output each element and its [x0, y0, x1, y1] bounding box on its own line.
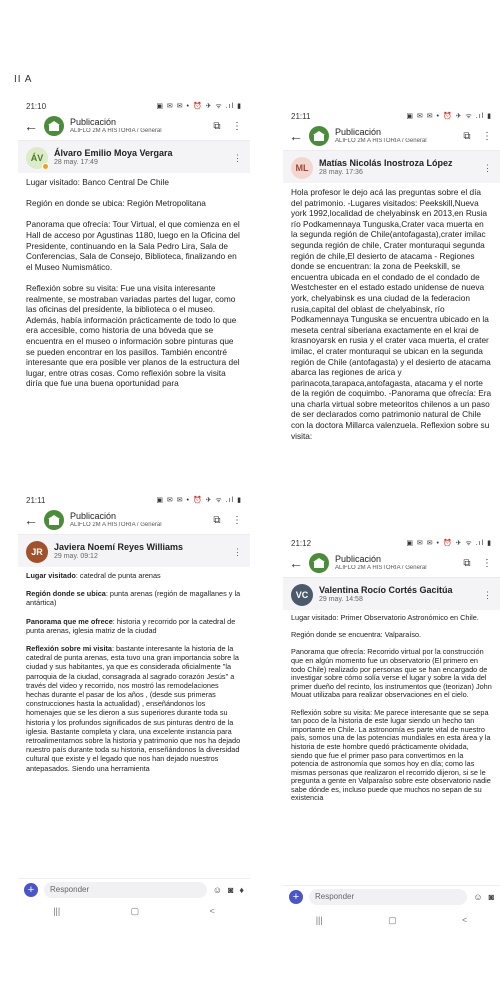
post-date: 29 may. 09:12	[54, 553, 98, 561]
author-name: Álvaro Emilio Moya Vergara	[54, 148, 173, 159]
header-subtitle: ALIFLO 2M A HISTORIA / General	[335, 137, 427, 144]
post-date: 28 may. 17:36	[319, 169, 363, 177]
status-icons: ▣ ✉ ✉ • ⏰ ✈ ᯤ .ıl ▮	[406, 112, 492, 120]
post-date: 28 may. 17:49	[54, 159, 98, 167]
more-options-icon[interactable]: ⋮	[482, 130, 492, 142]
field-value: : catedral de punta arenas	[75, 571, 161, 580]
post-header	[283, 124, 500, 151]
emoji-icon[interactable]: ☺	[473, 891, 483, 902]
android-nav-bar	[283, 911, 500, 929]
video-call-icon[interactable]: ⧉	[213, 514, 221, 526]
video-call-icon[interactable]: ⧉	[213, 120, 221, 132]
screenshot-panel-1	[18, 98, 250, 484]
group-avatar-icon	[44, 510, 64, 530]
post-more-icon[interactable]: ⋮	[483, 589, 492, 600]
status-dot-icon	[42, 163, 49, 170]
post-paragraph	[26, 571, 242, 580]
post-author-row	[18, 535, 250, 567]
add-icon[interactable]: +	[289, 890, 303, 904]
avatar	[291, 157, 313, 179]
more-options-icon[interactable]: ⋮	[482, 557, 492, 569]
header-subtitle: ALIFLO 2M A HISTORIA / General	[70, 127, 162, 134]
post-body	[18, 567, 250, 869]
avatar	[26, 541, 48, 563]
status-bar	[283, 535, 500, 551]
post-author-row	[283, 151, 500, 183]
group-avatar-icon	[309, 553, 329, 573]
author-name: Javiera Noemí Reyes Williams	[54, 542, 183, 553]
field-label: Reflexión sobre mi visita	[26, 644, 112, 654]
post-date: 29 may. 14:58	[319, 596, 363, 604]
avatar-initials: VC	[295, 590, 309, 600]
reply-bar	[18, 878, 250, 900]
status-bar	[18, 492, 250, 508]
avatar-initials: ML	[295, 163, 309, 173]
post-more-icon[interactable]: ⋮	[233, 546, 242, 557]
back-nav-icon[interactable]: <	[462, 915, 468, 925]
post-header	[18, 114, 250, 141]
camera-icon[interactable]: ◙	[227, 884, 234, 895]
field-label: Panorama que me ofrece	[26, 616, 113, 626]
status-time: 21:12	[291, 538, 312, 548]
post-more-icon[interactable]: ⋮	[233, 152, 242, 163]
more-options-icon[interactable]: ⋮	[232, 120, 242, 132]
avatar-initials: ÁV	[30, 153, 44, 163]
more-options-icon[interactable]: ⋮	[232, 514, 242, 526]
back-arrow-icon[interactable]: ←	[24, 512, 38, 528]
avatar	[26, 147, 48, 169]
avatar-initials: JR	[31, 547, 43, 557]
header-title: Publicación	[70, 511, 117, 522]
header-title: Publicación	[335, 554, 382, 565]
reply-bar	[283, 885, 500, 907]
back-arrow-icon[interactable]: ←	[289, 128, 303, 144]
emoji-icon[interactable]: ☺	[212, 884, 222, 895]
author-name: Valentina Rocío Cortés Gacitúa	[319, 585, 453, 596]
back-arrow-icon[interactable]: ←	[24, 118, 38, 134]
home-icon[interactable]: ▢	[130, 905, 140, 916]
status-time: 21:10	[26, 101, 47, 111]
screenshot-panel-4	[283, 535, 500, 932]
field-value: : historia y recorrido por la catedral de punta arenas, iglesia matriz de la ciudad	[26, 616, 236, 635]
field-value: : bastante interesante la historia de la catedral de punta arenas, esta tuvo una gran importancia sobre la ciudad y sus habitantes, ya que es considerada oficialmente "la parroquia de la ciudad, consagrada al sagrado corazón Jesús" a través del video y recorrido, nos mostró las remodelaciones hechas durante el pasar de los años , (desde sus primeras construcciones hasta la actualidad) , enseñándonos los homenajes que se les dieron a sus superiores durante toda su historia y los profundos significados de sus pinturas dentro de la iglesia. Bastante completa y clara, una excelente instancia para retroalimentarnos sobre la historia y patrimonio que nos ha dejado nuestro país durante toda su historia, enseñándonos la diversidad cultural que existe y el legado que nos han dejado nuestros antepasados. Siendo una herramienta	[26, 644, 241, 773]
post-body: Hola profesor le dejo acá las preguntas sobre el día del patrimonio. -Lugares visitados: Peekskill,Nueva york 1992,localidad de chelyabinsk en 2013,en Rusia río Podkamennaya Tunguska,Crater vaca muerta en la segunda región de Chile(antofagasta),crater imilac segunda región de chile, Crater monturaqui segunda región de chile,El desierto de atacama - Regiones donde se encuentran: la zona de Peekskill, se encuentra ubicada en el condado de el condado de Westchester en el estado estado unidense de nueva york, chelyabinsk es una ciudad de la federacion rusia,capital del oblast de chelyabinsk, río Podkamennaya Tunguska se encuentra ubicado en la meseta central siberiana exactamente en el krai de krasnoyarsk en rusia y el crater vaca muerta, el crater imilac, el crater monturaqui se ubican en la segunda región de Chile (antofagasta) y el desierto de atacama abarca las regiones de arica y parinacota,tarapaca,antofagasta, atacama y el norte de la región de coquimbo. -Panorama que ofrecía: Era una charla virtual sobre meteoritos chilenos a un paso de ser declarados como patrimonio natural de Chile con la doctora Millarca valenzuela. Reflexion sobre su visita:	[291, 187, 492, 441]
reply-input[interactable]: Responder	[309, 889, 467, 905]
field-label: Lugar visitado	[26, 571, 76, 580]
post-paragraph	[26, 617, 242, 635]
status-time: 21:11	[26, 495, 46, 505]
header-title: Publicación	[335, 127, 382, 138]
post-paragraph	[26, 589, 242, 607]
video-call-icon[interactable]: ⧉	[463, 557, 471, 569]
back-arrow-icon[interactable]: ←	[289, 555, 303, 571]
reply-input[interactable]: Responder	[44, 882, 207, 898]
author-name: Matías Nicolás Inostroza López	[319, 158, 453, 169]
status-icons: ▣ ✉ ✉ • ⏰ ✈ ᯤ .ıl ▮	[156, 102, 242, 110]
header-subtitle: ALIFLO 2M A HISTORIA / General	[335, 564, 427, 571]
post-body: Lugar visitado: Primer Observatorio Astronómico en Chile. Región donde se encuentra: Valparaíso. Panorama que ofrecía: Recorrido virtual por la construcción que en algún momento fue un observatorio (El primero en todo Chile) realizado por personas que se han encargado de investigar sobre cómo solía verse el lugar y sobre la vida del primer dueño del recinto, los instrumentos que (teorizan) John Mouat utilizaba para realizar observaciones en el cielo. Reflexión sobre su visita: Me parece interesante que se sepa tan poco de la historia de este lugar siendo un hecho tan importante en Chile. La astronomía es parte vital de nuestro país, somos una de las potencias mundiales en esta área y la historia de este hombre quedó prácticamente olvidada, siendo que fue el primer paso para convertirnos en la potencia de astronomía que somos hoy en día; como las mismas personas que realizaron el recorrido dijeron, si se le pregunta a gente en Valparaíso sobre este observatorio nadie sabe dónde es, incluso puede que muchos no sepan de su existencia	[291, 613, 492, 803]
avatar	[291, 584, 313, 606]
recents-icon[interactable]: |||	[315, 915, 323, 925]
camera-icon[interactable]: ◙	[488, 891, 494, 902]
post-author-row	[18, 141, 250, 173]
group-avatar-icon	[309, 126, 329, 146]
video-call-icon[interactable]: ⧉	[463, 130, 471, 142]
recents-icon[interactable]: |||	[53, 906, 61, 916]
page-label: II A	[14, 74, 33, 85]
status-icons: ▣ ✉ ✉ • ⏰ ✈ ᯤ .ıl ▮	[156, 496, 242, 504]
home-icon[interactable]: ▢	[388, 914, 397, 925]
post-paragraph	[26, 644, 242, 773]
microphone-icon[interactable]: ♦	[239, 884, 244, 895]
status-bar	[18, 98, 250, 114]
post-author-row	[283, 578, 500, 610]
post-body: Lugar visitado: Banco Central De Chile Región en donde se ubica: Región Metropolitana Panorama que ofrecía: Tour Virtual, el que comienza en el Hall de acceso por Agustinas 1180, luego en la Oficina del Presidente, continuando en la Sala Pedro Lira, Sala de Conferencias, Sala de Consejo, Biblioteca, finalizando en el Museo Numismático. Reflexión sobre su visita: Fue una visita interesante realmente, se mostraban variadas partes del lugar, como las oficinas del presidente, la biblioteca o el museo. Además, había información prácticamente de todo lo que era accesible, como historia de una bóveda que se encuentra en el museo o información sobre pinturas que se pueden encontrar en los pasillos. También encontré interesante que era posible ver planos de la estructura del lugar, entre otras cosas. Como reflexión sobre la visita diría que fue una buena oportunidad para	[26, 177, 240, 389]
android-nav-bar	[18, 902, 250, 920]
header-subtitle: ALIFLO 2M A HISTORIA / General	[70, 521, 162, 528]
screenshot-panel-3	[18, 492, 250, 922]
post-header	[283, 551, 500, 578]
header-title: Publicación	[70, 117, 117, 128]
field-value: : punta arenas (región de magallanes y la antártica)	[26, 589, 241, 608]
group-avatar-icon	[44, 116, 64, 136]
status-time: 21:11	[291, 111, 311, 121]
back-nav-icon[interactable]: <	[209, 906, 215, 916]
screenshot-panel-2	[283, 108, 500, 530]
status-bar	[283, 108, 500, 124]
post-header	[18, 508, 250, 535]
field-label: Región donde se ubica	[26, 589, 106, 599]
post-more-icon[interactable]: ⋮	[483, 162, 492, 173]
add-icon[interactable]: +	[24, 883, 38, 897]
status-icons: ▣ ✉ ✉ • ⏰ ✈ ᯤ .ıl ▮	[406, 539, 492, 547]
